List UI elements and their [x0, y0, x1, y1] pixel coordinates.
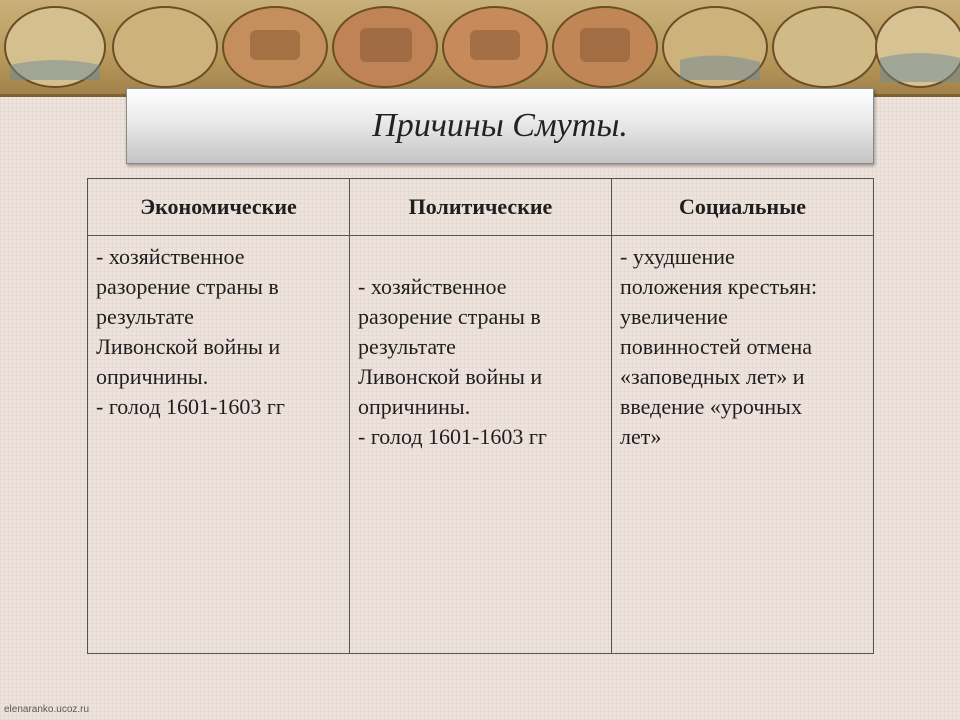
cell-economic: - хозяйственное разорение страны в результате Ливонской войны и опричнины. - голод 1601-1603 гг: [88, 236, 350, 654]
cell-social: - ухудшение положения крестьян: увеличение повинностей отмена «заповедных лет» и введение «урочных лет»: [612, 236, 874, 654]
header-political: Политические: [350, 179, 612, 236]
source-footer: elenaranko.ucoz.ru: [4, 704, 90, 715]
city-views-image: [0, 0, 960, 94]
header-social: Социальные: [612, 179, 874, 236]
table-header-row: [88, 179, 874, 236]
decorative-map-banner: [0, 0, 960, 97]
cell-political: - хозяйственное разорение страны в результате Ливонской войны и опричнины. - голод 1601-1603 гг: [350, 236, 612, 654]
causes-table: [87, 178, 874, 654]
title-box: [126, 88, 874, 164]
slide-title: Причины Смуты.: [372, 107, 628, 144]
header-economic: Экономические: [88, 179, 350, 236]
table-row: [88, 236, 874, 654]
